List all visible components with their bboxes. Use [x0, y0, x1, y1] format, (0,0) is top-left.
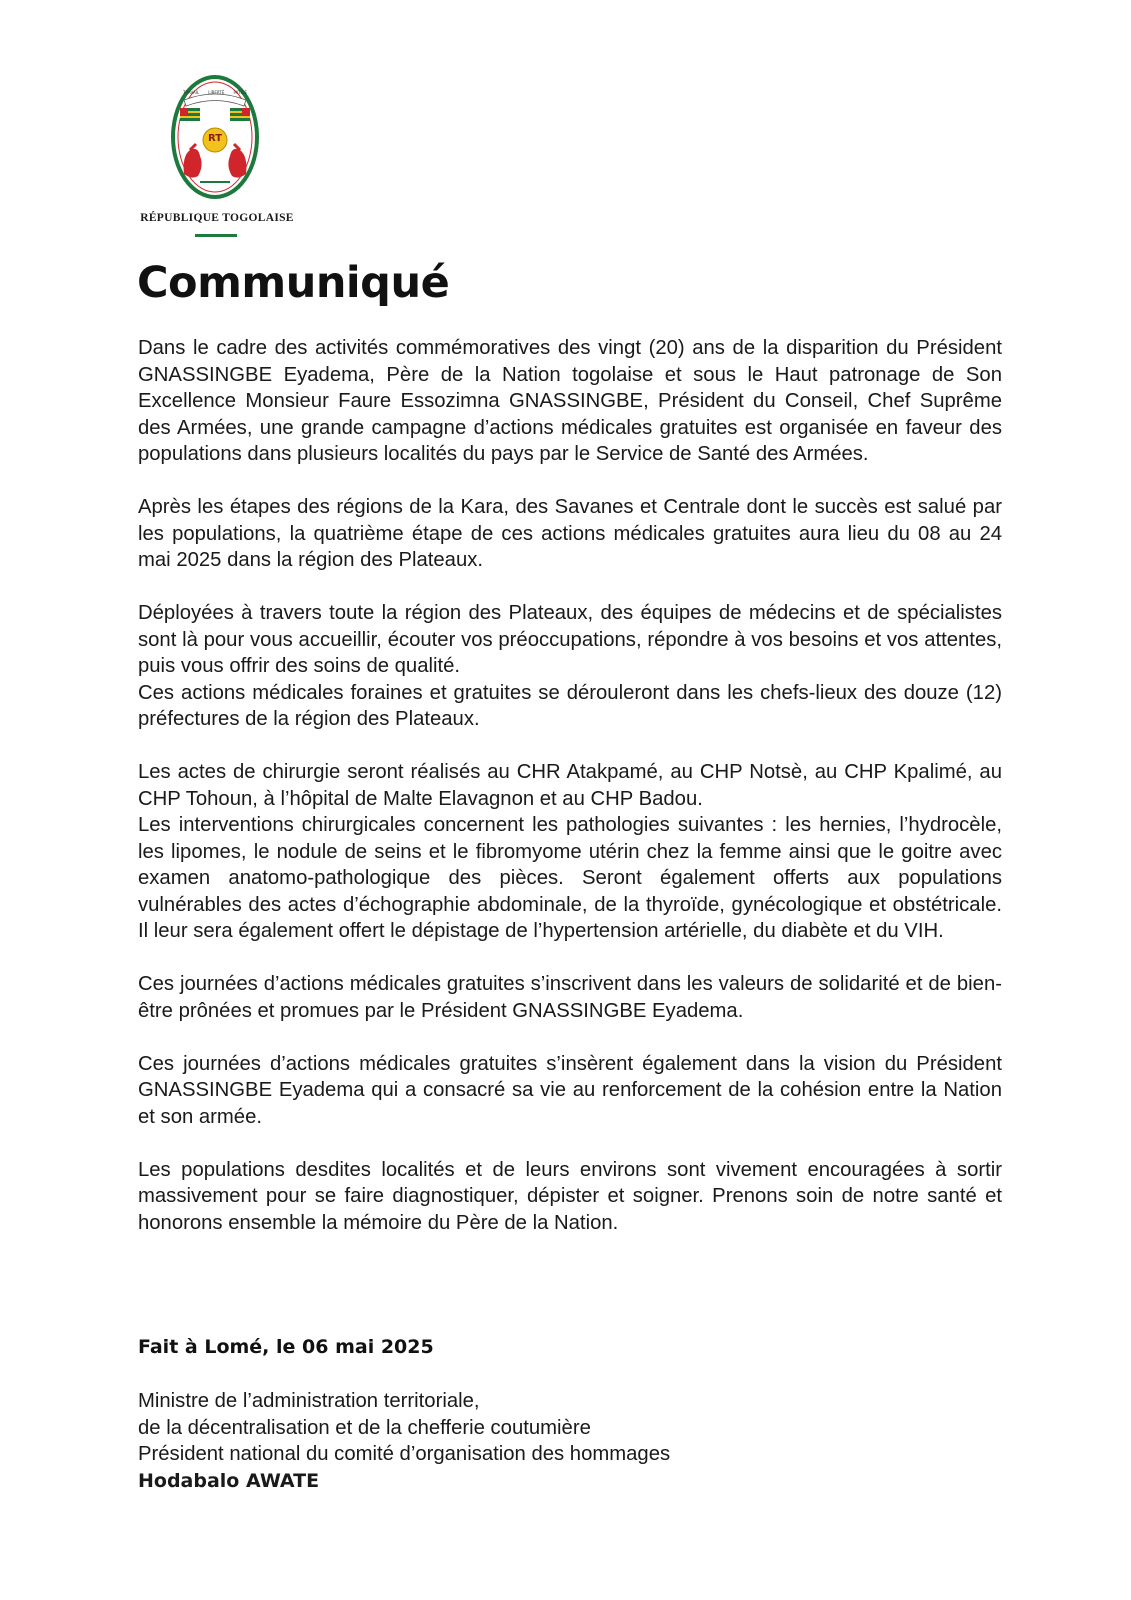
- signature-title-line: Ministre de l’administration territoriale,: [138, 1390, 480, 1412]
- paragraph-values: Ces journées d’actions médicales gratuites s’inscrivent dans les valeurs de solidarité et de bien-être prônées et promues par le Président GNASSINGBE Eyadema.: [138, 973, 1002, 1022]
- signature-block: [138, 1388, 670, 1494]
- motto-word-liberte: LIBERTÉ: [208, 90, 225, 95]
- country-name: RÉPUBLIQUE TOGOLAISE: [140, 212, 294, 224]
- emblem-initials: RT: [207, 133, 223, 144]
- paragraph-context: Dans le cadre des activités commémoratives des vingt (20) ans de la disparition du Président GNASSINGBE Eyadema, Père de la Nation togolaise et sous le Haut patronage de Son Excellence Monsieur Faure Essozimna GNASSINGBE, Président du Conseil, Chef Suprême des Armées, une grande campagne d’actions médicales gratuites est organisée en faveur des populations dans plusieurs localités du pays par le Service de Santé des Armées.: [138, 337, 1002, 465]
- country-underline: [195, 234, 237, 237]
- signature-title-line: de la décentralisation et de la chefferie coutumière: [138, 1416, 591, 1439]
- date-line: Fait à Lomé, le 06 mai 2025: [138, 1336, 434, 1358]
- paragraph-vision: Ces journées d’actions médicales gratuites s’insèrent également dans la vision du Président GNASSINGBE Eyadema qui a consacré sa vie au renforcement de la cohésion entre la Nation et son armée.: [138, 1052, 1002, 1128]
- paragraph-call-to-action: Les populations desdites localités et de leurs environs sont vivement encouragées à sortir massivement pour se faire diagnostiquer, dépister et soigner. Prenons soin de notre santé et honorons ensemble la mémoire du Père de la Nation.: [138, 1158, 1002, 1234]
- paragraph-plateaux-stage: Après les étapes des régions de la Kara, des Savanes et Centrale dont le succès est salué par les populations, la quatrième étape de ces actions médicales gratuites aura lieu du 08 au 24 mai 2025 dans la région des Plateaux.: [138, 496, 1002, 571]
- emblem-motto: [183, 90, 247, 95]
- paragraph-teams: Déployées à travers toute la région des Plateaux, des équipes de médecins et de spécialistes sont là pour vous accueillir, écouter vos préoccupations, répondre à vos besoins et vos attentes, puis vous offrir des soins de qualité.: [138, 602, 1002, 677]
- signatory-name: Hodabalo AWATE: [138, 1469, 320, 1492]
- paragraph-pathologies: Les interventions chirurgicales concernent les pathologies suivantes : les hernies, l’hydrocèle, les lipomes, le nodule de seins et le fibromyome utérin chez la femme ainsi que le goitre avec examen anatomo-pathologique des pièces. Seront également offerts aux populations vulnérables des actes d’échographie abdominale, de la thyroïde, gynécologique et obstétricale. Il leur sera également offert le dépistage de l’hypertension artérielle, du diabète et du VIH.: [138, 814, 1002, 942]
- communique-body: [138, 335, 1002, 1263]
- motto-word-patrie: PATRIE: [233, 90, 247, 95]
- paragraph-surgery-sites: Les actes de chirurgie seront réalisés au CHR Atakpamé, au CHP Notsè, au CHP Kpalimé, au CHP Tohoun, à l’hôpital de Malte Elavagnon et au CHP Badou.: [138, 761, 1002, 810]
- page-title: Communiqué: [137, 258, 450, 308]
- paragraph-prefectures: Ces actions médicales foraines et gratuites se dérouleront dans les chefs-lieux des douze (12) préfectures de la région des Plateaux.: [138, 681, 1002, 730]
- motto-word-travail: TRAVAIL: [183, 90, 200, 95]
- signature-title-line: Président national du comité d’organisation des hommages: [138, 1443, 671, 1465]
